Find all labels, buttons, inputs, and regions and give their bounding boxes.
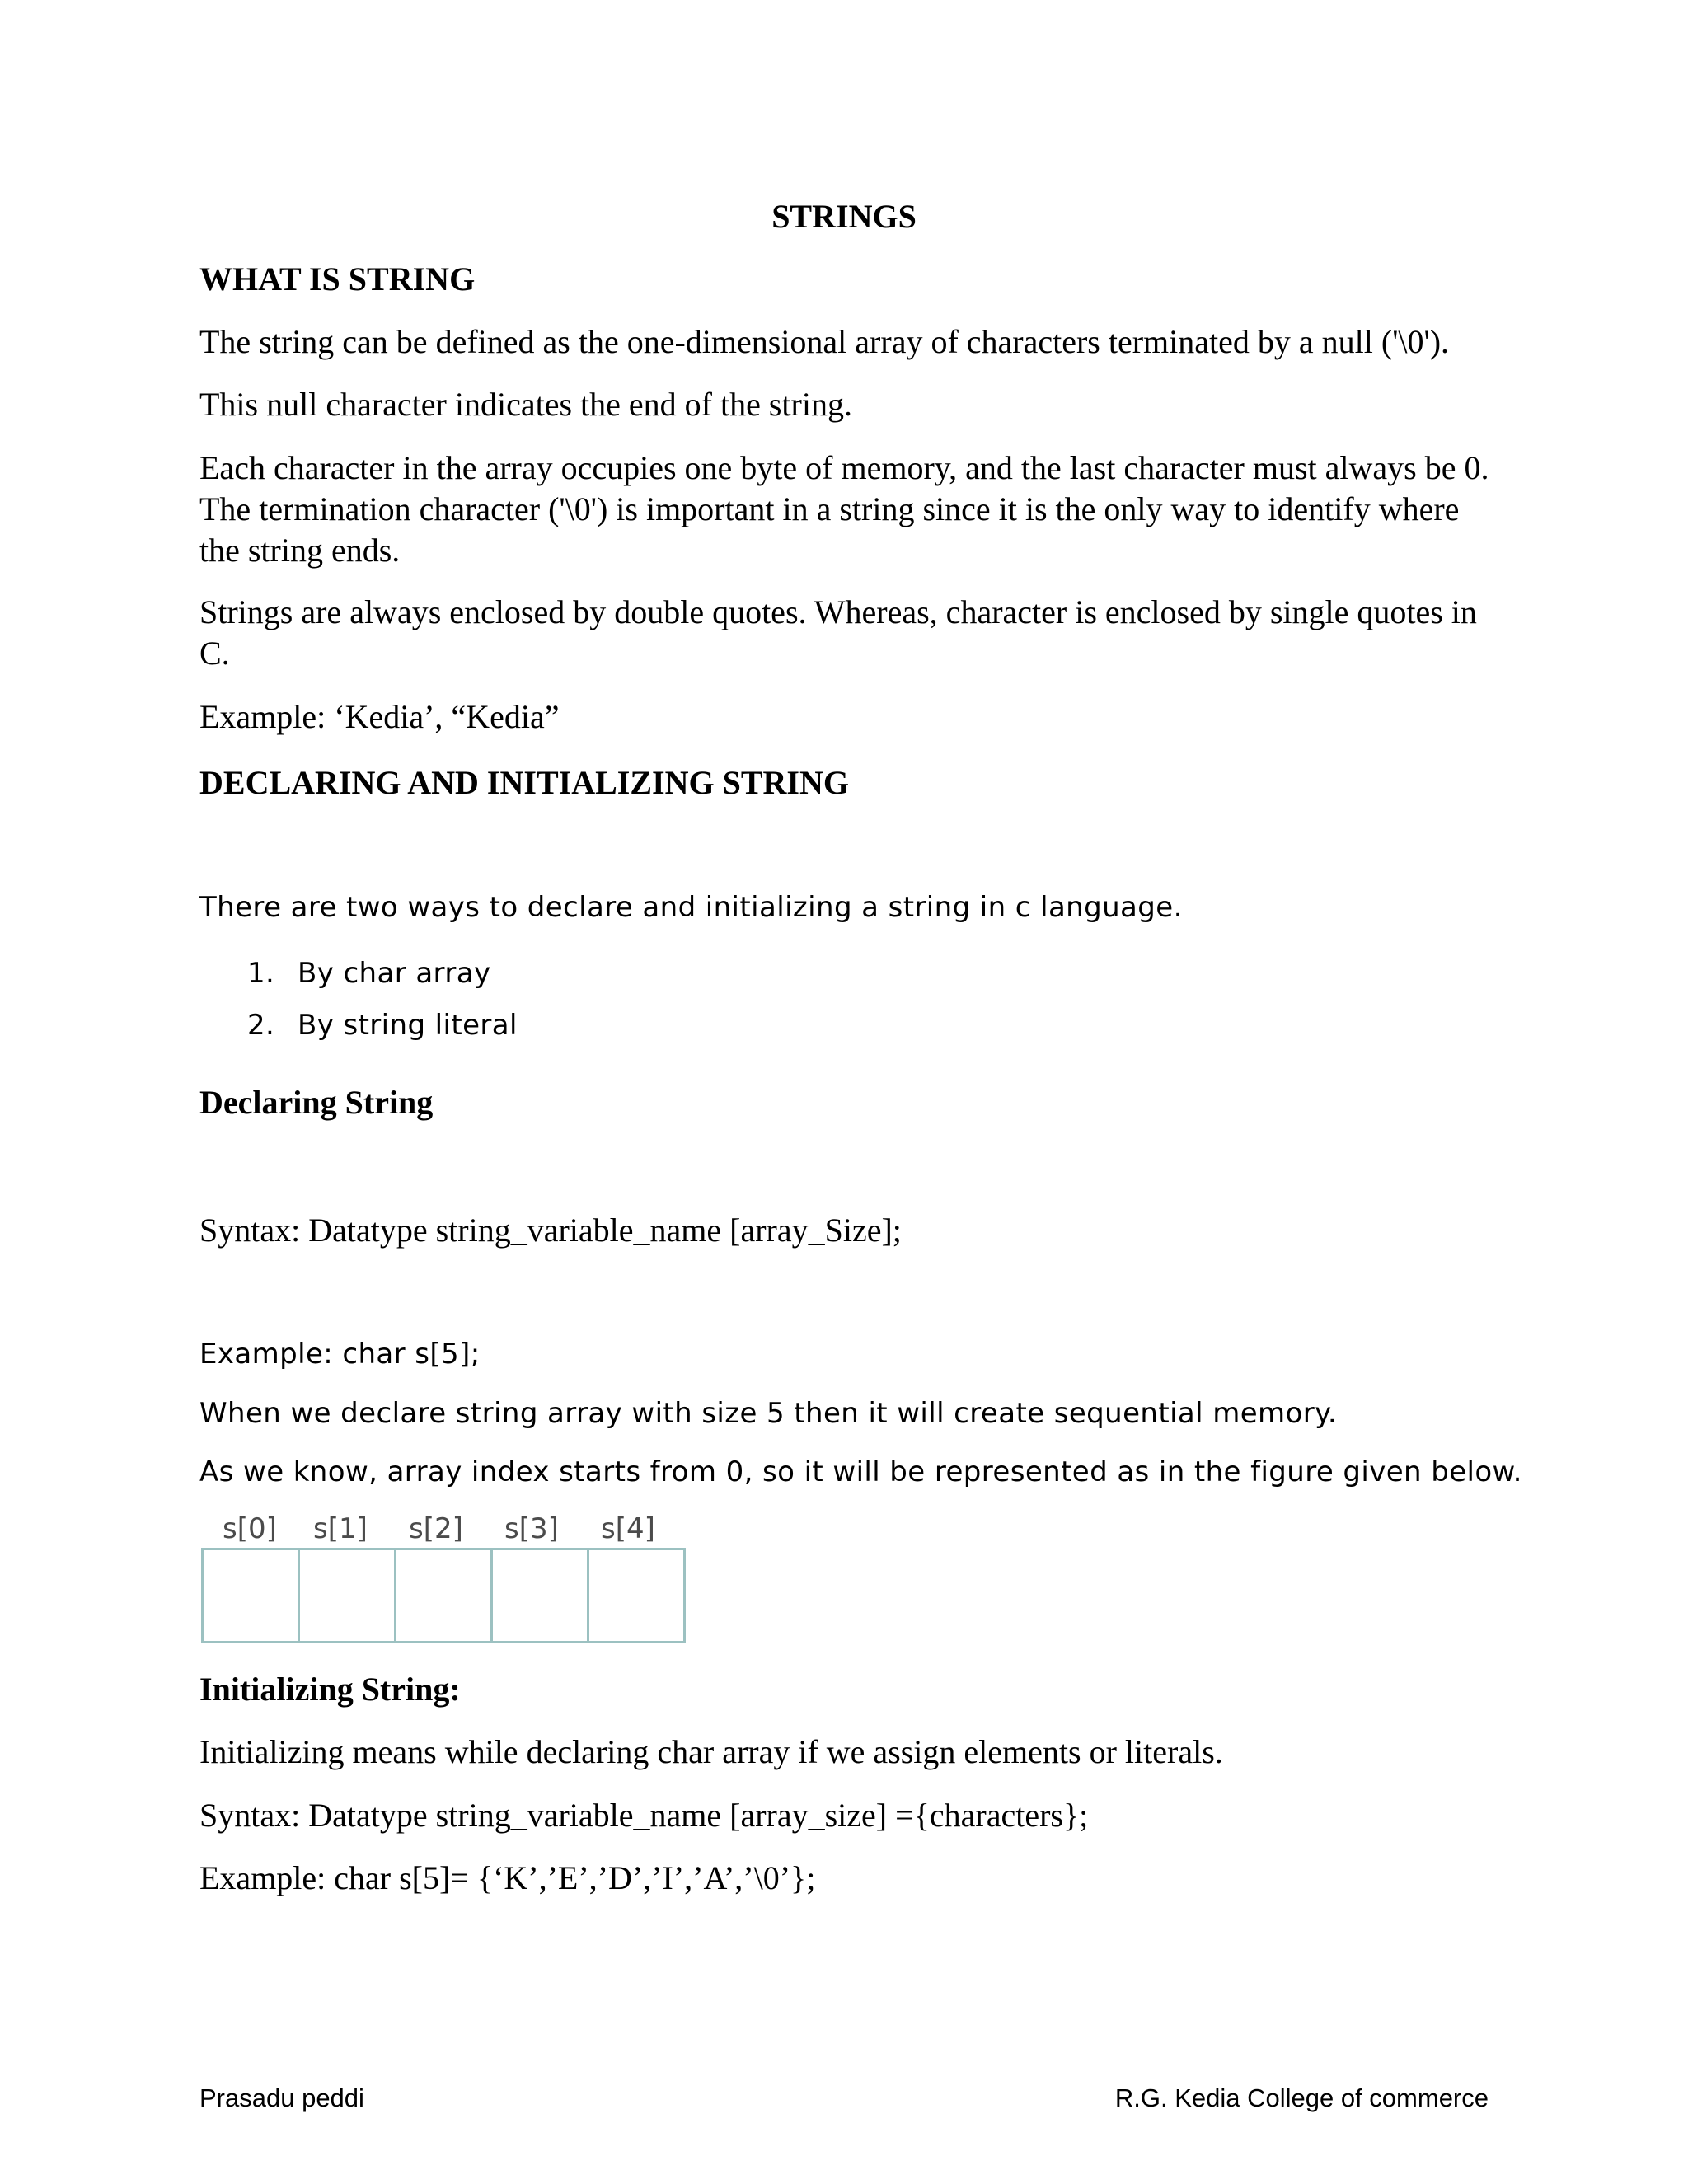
initializing-syntax: Syntax: Datatype string_variable_name [array_size] ={characters}; xyxy=(199,1797,1089,1834)
paragraph-byte-memory: Each character in the array occupies one byte of memory, and the last character must always be 0. The termination character ('\0') is important in a string since it is the only way to identify where the string ends. xyxy=(199,449,1489,569)
array-index-label: s[1] xyxy=(313,1512,368,1545)
paragraph-array-index: As we know, array index starts from 0, so it will be represented as in the figure given below. xyxy=(199,1455,1522,1488)
array-cell xyxy=(300,1550,396,1641)
array-cell xyxy=(204,1550,300,1641)
array-index-label: s[0] xyxy=(223,1512,277,1545)
paragraph-null-character: This null character indicates the end of the string. xyxy=(199,386,852,423)
array-cell xyxy=(396,1550,493,1641)
array-cell xyxy=(493,1550,589,1641)
list-item-number: 1. xyxy=(247,957,275,990)
heading-what-is-string: WHAT IS STRING xyxy=(199,260,476,298)
array-cells xyxy=(201,1548,686,1643)
list-item-text: By string literal xyxy=(298,1009,518,1042)
heading-declaring-initializing: DECLARING AND INITIALIZING STRING xyxy=(199,764,849,801)
array-index-label: s[3] xyxy=(504,1512,559,1545)
array-index-label: s[4] xyxy=(601,1512,655,1545)
page-title: STRINGS xyxy=(771,198,917,235)
list-item-number: 2. xyxy=(247,1009,275,1042)
initializing-example: Example: char s[5]= {‘K’,’E’,’D’,’I’,’A’,’\0’}; xyxy=(199,1859,816,1896)
example-kedia: Example: ‘Kedia’, “Kedia” xyxy=(199,698,560,735)
array-cell xyxy=(589,1550,683,1641)
footer-college: R.G. Kedia College of commerce xyxy=(1114,2083,1489,2112)
list-item-text: By char array xyxy=(298,957,491,990)
paragraph-initializing: Initializing means while declaring char array if we assign elements or literals. xyxy=(199,1733,1223,1770)
heading-initializing-string: Initializing String: xyxy=(199,1671,461,1708)
declaring-syntax: Syntax: Datatype string_variable_name [array_Size]; xyxy=(199,1212,902,1249)
array-index-labels xyxy=(201,1511,696,1549)
ways-list xyxy=(199,956,518,1060)
array-index-label: s[2] xyxy=(409,1512,463,1545)
heading-declaring-string: Declaring String xyxy=(199,1084,434,1121)
footer-author: Prasadu peddi xyxy=(199,2083,364,2112)
paragraph-sequential-memory: When we declare string array with size 5 then it will create sequential memory. xyxy=(199,1397,1338,1430)
list-item xyxy=(199,1008,518,1043)
paragraph-quotes: Strings are always enclosed by double quotes. Whereas, character is enclosed by single quotes in C. xyxy=(199,593,1477,672)
declaring-example: Example: char s[5]; xyxy=(199,1338,481,1371)
paragraph-definition: The string can be defined as the one-dimensional array of characters terminated by a null ('\0'). xyxy=(199,323,1450,360)
list-item xyxy=(199,956,518,991)
paragraph-two-ways: There are two ways to declare and initializing a string in c language. xyxy=(199,891,1183,924)
